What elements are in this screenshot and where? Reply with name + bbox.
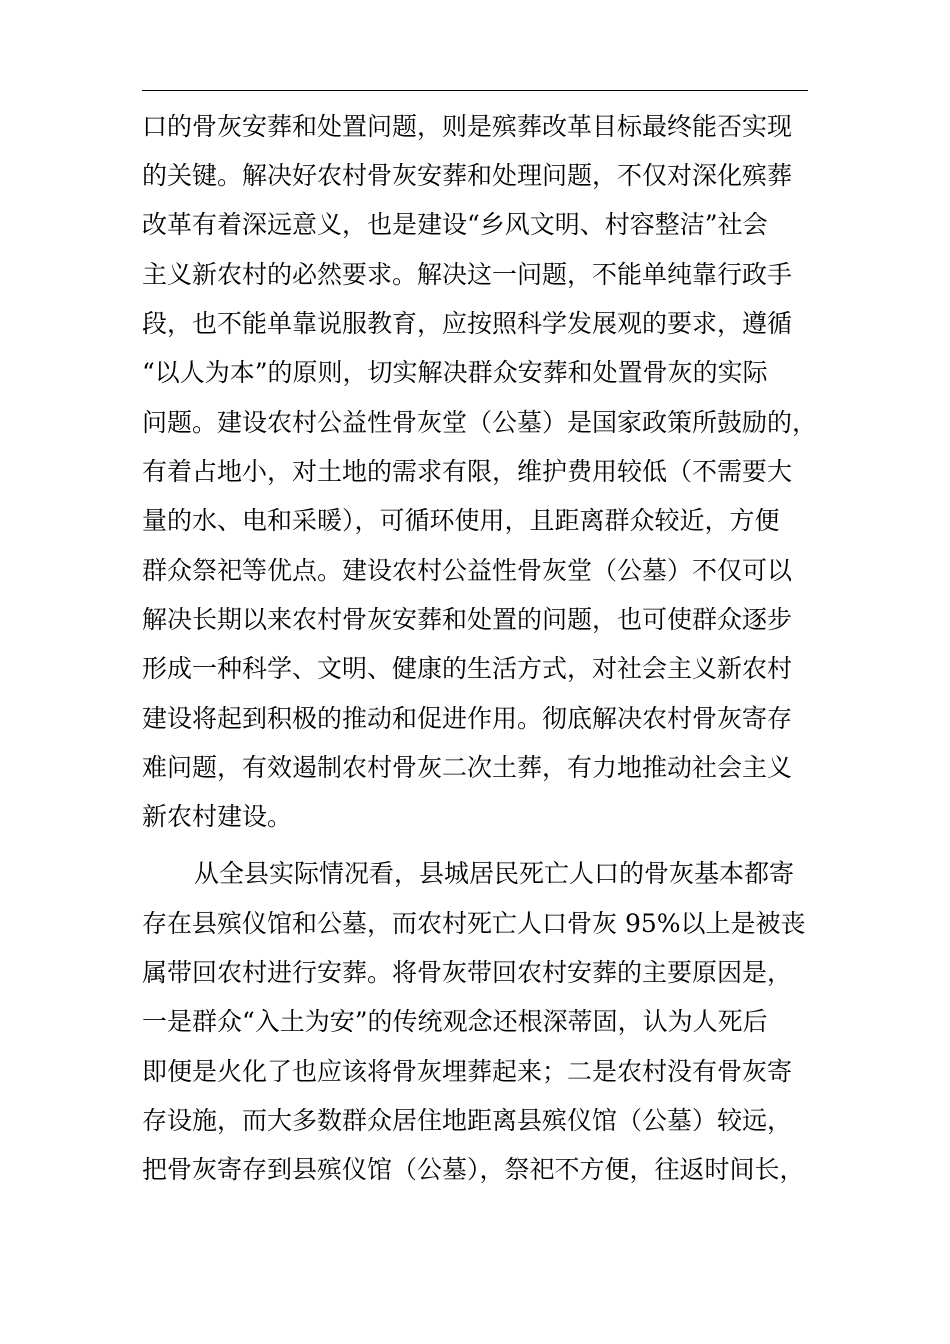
text-line: “以人为本”的原则，切实解决群众安葬和处置骨灰的实际	[142, 358, 768, 387]
text-line: 属带回农村进行安葬。将骨灰带回农村安葬的主要原因是，	[142, 958, 793, 987]
text-line: 形成一种科学、文明、健康的生活方式，对社会主义新农村	[142, 654, 793, 683]
text-line: 即便是火化了也应该将骨灰埋葬起来；二是农村没有骨灰寄	[142, 1057, 793, 1086]
text-line: 难问题，有效遏制农村骨灰二次土葬，有力地推动社会主义	[142, 753, 793, 782]
text-line: 解决长期以来农村骨灰安葬和处置的问题，也可使群众逐步	[142, 605, 793, 634]
text-line: 改革有着深远意义，也是建设“乡风文明、村容整洁”社会	[142, 210, 768, 239]
text-line: 把骨灰寄存到县殡仪馆（公墓），祭祀不方便，往返时间长，	[142, 1155, 805, 1184]
text-line: 问题。建设农村公益性骨灰堂（公墓）是国家政策所鼓励的，	[142, 408, 818, 437]
text-line: 群众祭祀等优点。建设农村公益性骨灰堂（公墓）不仅可以	[142, 556, 793, 585]
text-line: 量的水、电和采暖），可循环使用，且距离群众较近，方便	[142, 506, 780, 535]
paragraph-first-line: 从全县实际情况看，县城居民死亡人口的骨灰基本都寄	[194, 859, 795, 888]
text-line: 段，也不能单靠说服教育，应按照科学发展观的要求，遵循	[142, 309, 793, 338]
text-line: 一是群众“入土为安”的传统观念还根深蒂固，认为人死后	[142, 1007, 768, 1036]
text-line: 新农村建设。	[142, 802, 293, 831]
text-line: 主义新农村的必然要求。解决这一问题，不能单纯靠行政手	[142, 260, 793, 289]
text-line: 存设施，而大多数群众居住地距离县殡仪馆（公墓）较远，	[142, 1106, 793, 1135]
text-line: 建设将起到积极的推动和促进作用。彻底解决农村骨灰寄存	[142, 704, 793, 733]
text-line: 的关键。解决好农村骨灰安葬和处理问题，不仅对深化殡葬	[142, 161, 793, 190]
text-line: 存在县殡仪馆和公墓，而农村死亡人口骨灰 95%以上是被丧	[142, 909, 806, 938]
text-line: 有着占地小，对土地的需求有限，维护费用较低（不需要大	[142, 457, 793, 486]
text-line: 口的骨灰安葬和处置问题，则是殡葬改革目标最终能否实现	[142, 112, 793, 141]
header-rule	[142, 90, 808, 91]
